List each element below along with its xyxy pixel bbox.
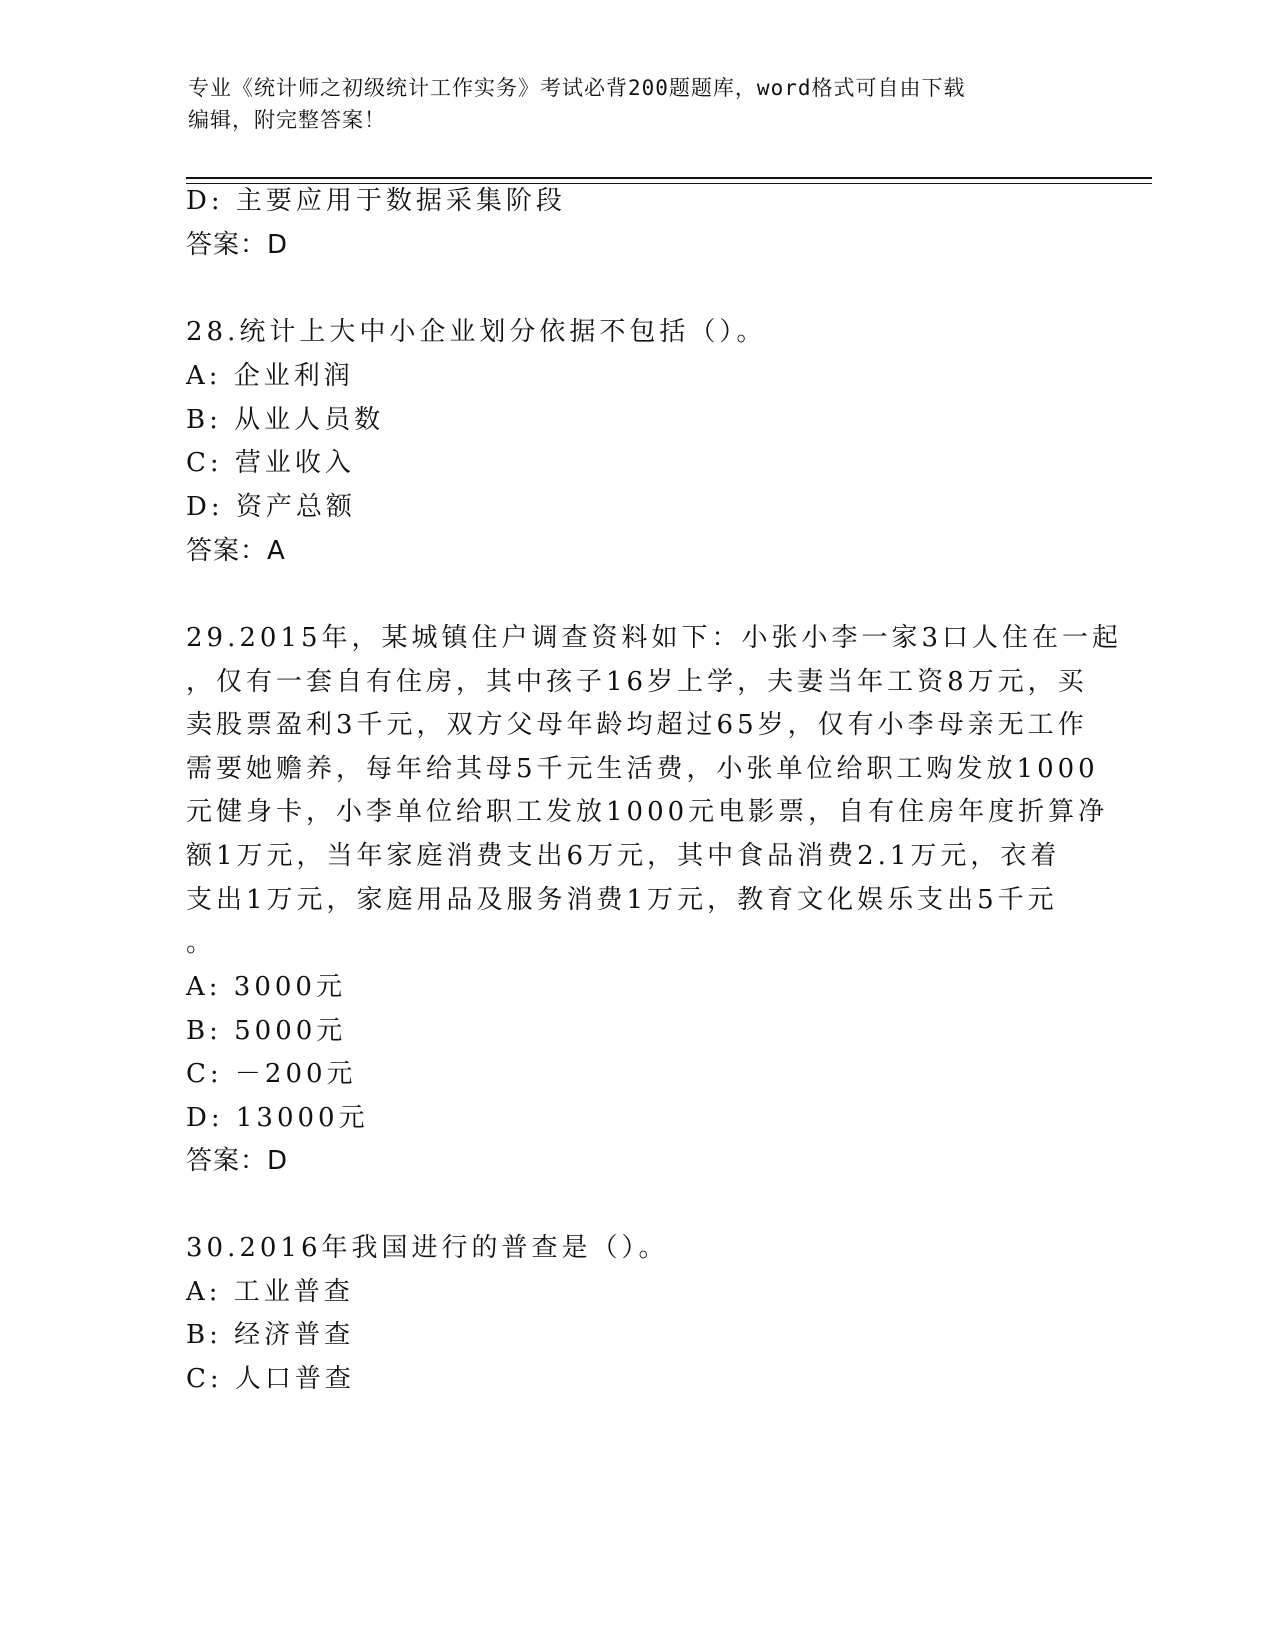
header-divider-thick	[186, 177, 1152, 179]
q28-question: 28.统计上大中小企业划分依据不包括（）。	[186, 317, 767, 347]
q29-question-line-6: 额1万元，当年家庭消费支出6万元，其中食品消费2.1万元，衣着	[186, 841, 1061, 871]
q28-option-a: A: 企业利润	[186, 361, 354, 391]
q28-answer: 答案：A	[186, 536, 286, 566]
q29-question-line-7: 支出1万元，家庭用品及服务消费1万元，教育文化娱乐支出5千元	[186, 885, 1058, 915]
q29-option-d: D: 13000元	[186, 1103, 369, 1133]
header-title-line-1: 专业《统计师之初级统计工作实务》考试必背200题题库，word格式可自由下载	[188, 76, 966, 100]
q30-option-b: B: 经济普查	[186, 1320, 355, 1350]
q27-answer: 答案：D	[186, 230, 289, 260]
q29-question-line-3: 卖股票盈利3千元，双方父母年龄均超过65岁，仅有小李母亲无工作	[186, 710, 1088, 740]
q29-answer: 答案：D	[186, 1146, 289, 1176]
q28-option-d: D: 资产总额	[186, 492, 356, 522]
q27-option-d: D: 主要应用于数据采集阶段	[186, 186, 566, 216]
header-divider-thin	[186, 183, 1152, 184]
q28-option-c: C: 营业收入	[186, 448, 355, 478]
header-title-line-2: 编辑，附完整答案！	[188, 108, 386, 132]
q29-option-a: A: 3000元	[186, 972, 346, 1002]
q30-question: 30.2016年我国进行的普查是（）。	[186, 1233, 669, 1263]
q29-question-line-1: 29.2015年，某城镇住户调查资料如下：小张小李一家3口人住在一起	[186, 623, 1123, 653]
q28-option-b: B: 从业人员数	[186, 405, 385, 435]
q30-option-a: A: 工业普查	[186, 1277, 354, 1307]
q29-question-line-8: 。	[186, 928, 217, 958]
q29-option-c: C: －200元	[186, 1059, 357, 1089]
q30-option-c: C: 人口普查	[186, 1364, 355, 1394]
q29-question-line-5: 元健身卡，小李单位给职工发放1000元电影票，自有住房年度折算净	[186, 797, 1109, 827]
document-header	[188, 72, 1088, 136]
q29-option-b: B: 5000元	[186, 1016, 347, 1046]
q29-question-line-4: 需要她赡养，每年给其母5千元生活费，小张单位给职工购发放1000	[186, 754, 1099, 784]
q29-question-line-2: ，仅有一套自有住房，其中孩子16岁上学，夫妻当年工资8万元，买	[186, 667, 1088, 697]
